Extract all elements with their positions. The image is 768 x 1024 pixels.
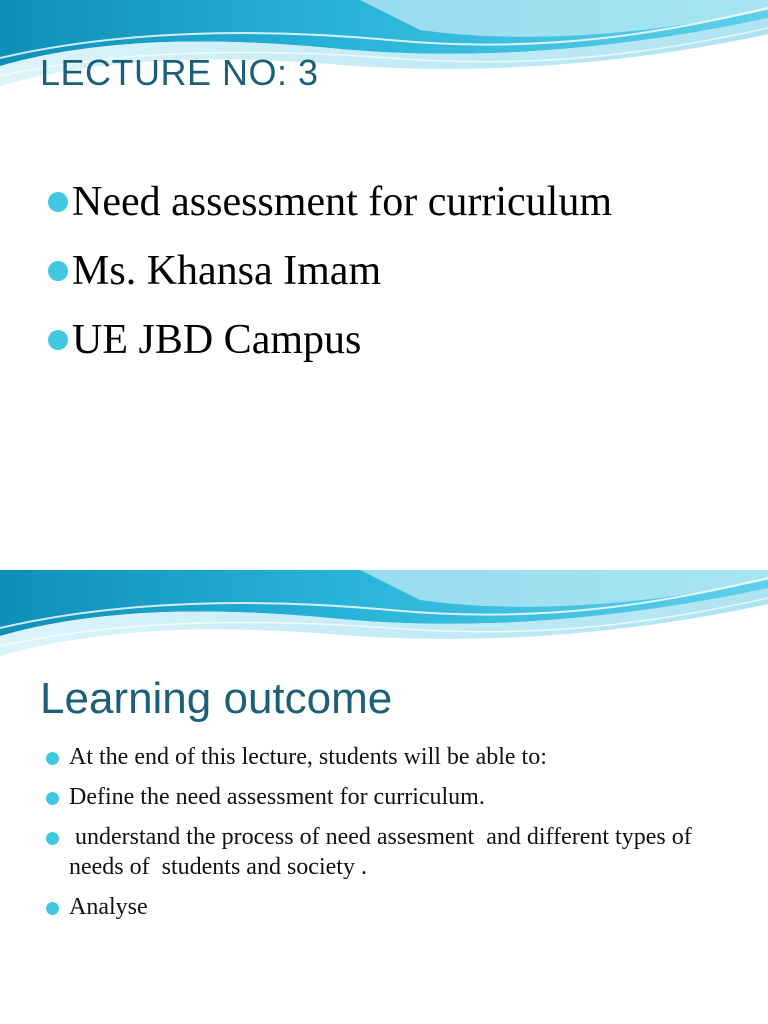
bullet-dot-icon [46,792,59,805]
list-item [46,822,746,882]
bullet-text: At the end of this lecture, students will be able to: [69,744,547,770]
bullet-dot-icon [46,902,59,915]
header-wave-decoration [0,570,768,670]
bullet-list [46,168,756,375]
bullet-text: Analyse [69,894,148,920]
list-item [46,742,746,772]
slide-separator [0,512,768,570]
slide-title: LECTURE NO: 3 [40,52,319,93]
bullet-list [46,742,746,932]
bullet-dot-icon [48,330,68,350]
list-item [46,306,756,375]
bullet-text: Define the need assessment for curriculum. [69,784,485,810]
bullet-dot-icon [48,192,68,212]
list-item [46,237,756,306]
bullet-dot-icon [46,832,59,845]
bullet-text: Ms. Khansa Imam [72,248,382,294]
bullet-text: UE JBD Campus [72,317,362,363]
list-item [46,168,756,237]
bullet-text: understand the process of need assesment and different types of needs of students and society . [69,824,698,880]
slide-title: Learning outcome [40,674,393,723]
bullet-dot-icon [46,752,59,765]
list-item [46,892,746,922]
list-item [46,782,746,812]
slide-2 [0,570,768,1024]
bullet-text: Need assessment for curriculum [72,179,612,225]
bullet-dot-icon [48,261,68,281]
